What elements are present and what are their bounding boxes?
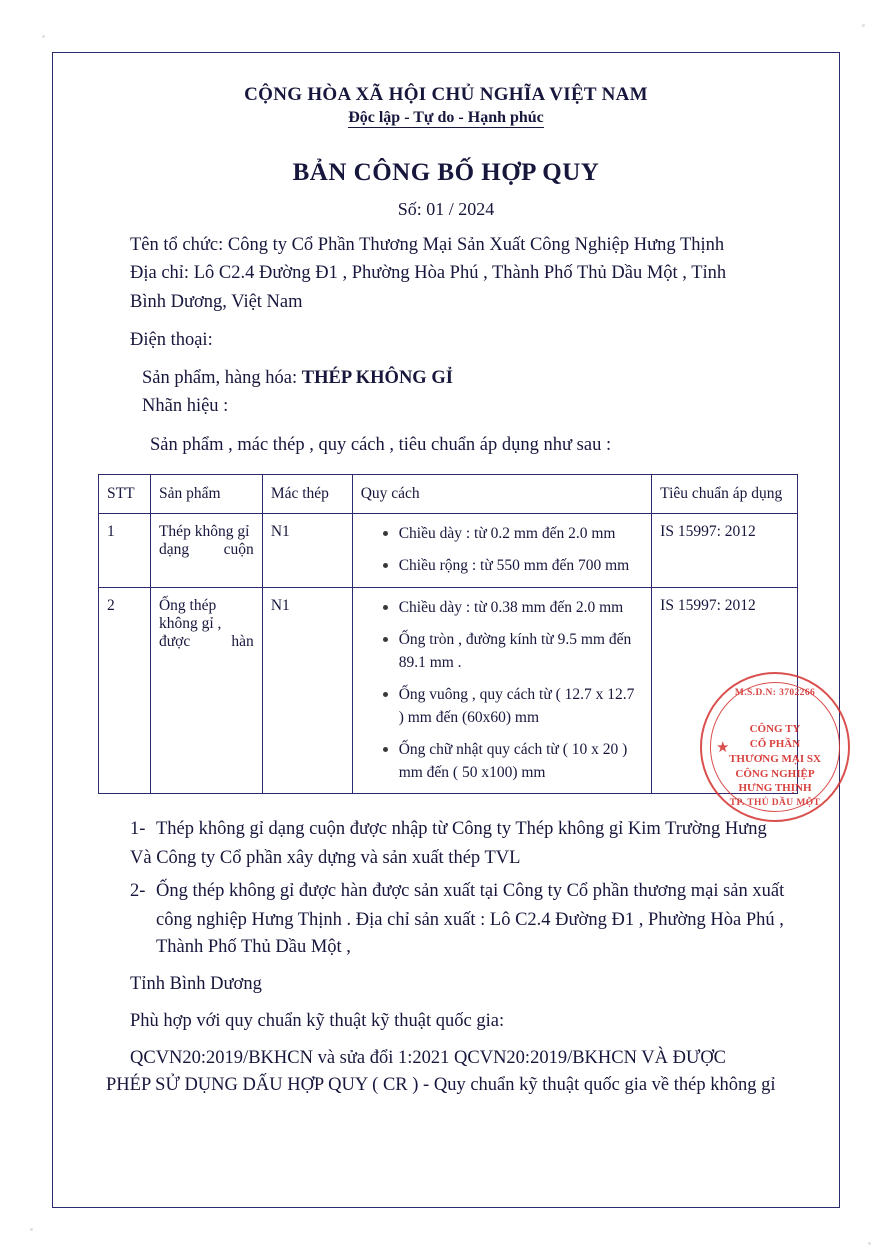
seal-top-text: M.S.D.N: 3702266 (734, 688, 816, 698)
scan-speck (862, 24, 865, 27)
cell-stt: 1 (99, 513, 151, 587)
organization-name: Tên tổ chức: Công ty Cổ Phần Thương Mại Sản Xuất Công Nghiệp Hưng Thịnh (130, 235, 725, 255)
table-row (99, 587, 798, 793)
specification-table (98, 474, 798, 794)
province-line: Tỉnh Bình Dương (130, 974, 262, 995)
cell-spec (352, 513, 651, 587)
product-value: THÉP KHÔNG GỈ (301, 368, 453, 389)
scan-speck (30, 1228, 33, 1231)
national-title: CỘNG HÒA XÃ HỘI CHỦ NGHĨA VIỆT NAM (244, 84, 648, 105)
cell-grade: N1 (262, 513, 352, 587)
product-label: Sản phẩm, hàng hóa: (142, 368, 302, 389)
note-text: Ống thép không gỉ được hàn được sản xuất tại Công ty Cổ phần thương mại sản xuất (156, 881, 785, 902)
conformity-line-1: QCVN20:2019/BKHCN và sửa đổi 1:2021 QCVN20:2019/BKHCN VÀ ĐƯỢC (130, 1048, 727, 1069)
table-intro: Sản phẩm , mác thép , quy cách , tiêu chuẩn áp dụng như sau : (150, 434, 612, 455)
organization-address-line2: Bình Dương, Việt Nam (130, 291, 303, 312)
spec-list (361, 597, 643, 784)
document-title: BẢN CÔNG BỐ HỢP QUY (292, 159, 600, 186)
cell-stt: 2 (99, 587, 151, 793)
spec-item: Chiều dày : từ 0.2 mm đến 2.0 mm (383, 523, 643, 545)
header-standard: Tiêu chuẩn áp dụng (652, 474, 798, 513)
table-header-row (99, 474, 798, 513)
cell-spec (352, 587, 651, 793)
national-motto-text: Độc lập - Tự do - Hạnh phúc (348, 109, 544, 126)
note-1 (88, 816, 804, 843)
header-product: Sản phẩm (150, 474, 262, 513)
conformity-line-2: PHÉP SỬ DỤNG DẤU HỢP QUY ( CR ) - Quy chuẩn kỹ thuật quốc gia về thép không gỉ (106, 1075, 776, 1096)
cell-standard: IS 15997: 2012 (652, 587, 798, 793)
scan-speck (42, 35, 45, 38)
cell-product: Thép không gỉ dạng cuộn (150, 513, 262, 587)
spec-item: Chiều rộng : từ 550 mm đến 700 mm (383, 555, 643, 577)
note-2 (88, 878, 804, 905)
spec-item: Ống chữ nhật quy cách từ ( 10 x 20 ) mm đến ( 50 x100) mm (383, 739, 643, 784)
table-row (99, 513, 798, 587)
cell-product: Ống thép không gỉ , được hàn (150, 587, 262, 793)
spec-item: Ống vuông , quy cách từ ( 12.7 x 12.7 ) mm đến (60x60) mm (383, 684, 643, 729)
document-number: Số: 01 / 2024 (397, 199, 495, 219)
document-body (64, 64, 828, 1196)
header-stt: STT (99, 474, 151, 513)
notes-section (88, 816, 804, 961)
header-grade: Mác thép (262, 474, 352, 513)
spec-list (361, 523, 643, 578)
cell-standard: IS 15997: 2012 (652, 513, 798, 587)
note-2-continuation-1: công nghiệp Hưng Thịnh . Địa chỉ sản xuất : Lô C2.4 Đường Đ1 , Phường Hòa Phú , (156, 910, 784, 931)
scan-speck (868, 1242, 871, 1245)
spec-item: Chiều dày : từ 0.38 mm đến 2.0 mm (383, 597, 643, 619)
seal-star-icon: ★ (716, 740, 730, 756)
spec-item: Ống tròn , đường kính từ 9.5 mm đến 89.1 mm . (383, 629, 643, 674)
seal-bottom-text: TP. THỦ DẦU MỘT (729, 798, 821, 808)
national-motto (88, 109, 804, 127)
note-2-continuation-2: Thành Phố Thủ Dầu Một , (156, 937, 351, 958)
note-number: 1- (130, 819, 146, 840)
cell-grade: N1 (262, 587, 352, 793)
header-spec: Quy cách (352, 474, 651, 513)
organization-phone: Điện thoại: (130, 329, 213, 350)
organization-address-line1: Địa chỉ: Lô C2.4 Đường Đ1 , Phường Hòa Phú , Thành Phố Thủ Dầu Một , Tỉnh (130, 263, 727, 284)
conformity-label: Phù hợp với quy chuẩn kỹ thuật kỹ thuật quốc gia: (130, 1011, 505, 1032)
note-number: 2- (130, 881, 146, 902)
note-text: Thép không gỉ dạng cuộn được nhập từ Công ty Thép không gỉ Kim Trường Hưng (156, 819, 767, 840)
seal-center-text: CÔNG TY CỔ PHẦN THƯƠNG MẠI SX CÔNG NGHIỆP HƯNG THỊNH (729, 723, 821, 795)
brand-label: Nhãn hiệu : (142, 396, 229, 417)
product-line (88, 365, 804, 391)
note-1-continuation: Và Công ty Cổ phần xây dựng và sản xuất thép TVL (130, 848, 521, 869)
